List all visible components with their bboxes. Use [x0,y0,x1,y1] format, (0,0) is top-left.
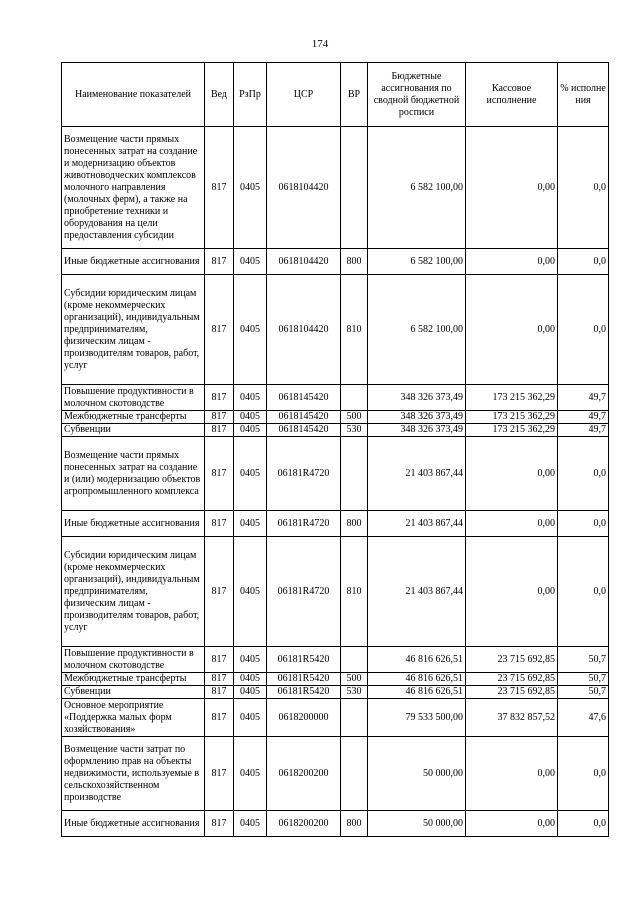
row-csr: 0618104420 [267,275,341,385]
row-cash: 0,00 [466,537,558,647]
row-budget: 21 403 867,44 [368,537,466,647]
row-ved: 817 [205,424,234,437]
row-ved: 817 [205,537,234,647]
table-row [62,424,609,437]
row-ved: 817 [205,275,234,385]
row-budget: 79 533 500,00 [368,699,466,737]
header-csr: ЦСР [267,63,341,127]
row-vr [341,385,368,411]
row-cash: 0,00 [466,511,558,537]
table-row [62,385,609,411]
row-vr: 530 [341,686,368,699]
row-cash: 173 215 362,29 [466,411,558,424]
table-row [62,275,609,385]
row-percent: 50,7 [558,647,609,673]
row-rzpr: 0405 [234,275,267,385]
row-name: Возмещение части прямых понесенных затрат на создание и (или) модернизацию объектов агропромышленного комплекса [62,437,205,511]
row-budget: 21 403 867,44 [368,437,466,511]
row-rzpr: 0405 [234,385,267,411]
row-name: Иные бюджетные ассигнования [62,511,205,537]
table-row [62,437,609,511]
row-cash: 0,00 [466,811,558,837]
row-cash: 173 215 362,29 [466,385,558,411]
row-cash: 0,00 [466,737,558,811]
row-budget: 46 816 626,51 [368,647,466,673]
row-vr: 800 [341,811,368,837]
row-rzpr: 0405 [234,437,267,511]
row-vr [341,699,368,737]
row-csr: 0618104420 [267,127,341,249]
row-budget: 6 582 100,00 [368,275,466,385]
row-percent: 50,7 [558,686,609,699]
row-budget: 348 326 373,49 [368,385,466,411]
row-percent: 49,7 [558,385,609,411]
row-cash: 23 715 692,85 [466,647,558,673]
row-csr: 0618104420 [267,249,341,275]
row-percent: 49,7 [558,411,609,424]
row-percent: 0,0 [558,127,609,249]
row-percent: 49,7 [558,424,609,437]
row-name: Повышение продуктивности в молочном скотоводстве [62,647,205,673]
row-vr [341,127,368,249]
row-csr: 06181R5420 [267,673,341,686]
row-csr: 0618200200 [267,811,341,837]
header-percent: % исполне ния [558,63,609,127]
row-ved: 817 [205,411,234,424]
table-row [62,811,609,837]
row-rzpr: 0405 [234,647,267,673]
row-cash: 0,00 [466,249,558,275]
row-name: Возмещение части затрат по оформлению прав на объекты недвижимости, используемые в сельскохозяйственном производстве [62,737,205,811]
row-cash: 0,00 [466,437,558,511]
header-name: Наименование показателей [62,63,205,127]
row-name: Межбюджетные трансферты [62,673,205,686]
row-budget: 46 816 626,51 [368,686,466,699]
page-number: 174 [311,38,329,50]
row-percent: 0,0 [558,737,609,811]
header-cash: Кассовое исполнение [466,63,558,127]
row-vr: 530 [341,424,368,437]
row-csr: 0618145420 [267,385,341,411]
row-name: Субсидии юридическим лицам (кроме некоммерческих организаций), индивидуальным предпринимателям, физическим лицам - производителям товаров, работ, услуг [62,537,205,647]
table-row [62,249,609,275]
row-cash: 23 715 692,85 [466,673,558,686]
row-vr: 810 [341,537,368,647]
row-budget: 348 326 373,49 [368,411,466,424]
row-ved: 817 [205,737,234,811]
row-rzpr: 0405 [234,511,267,537]
row-ved: 817 [205,647,234,673]
table-row [62,699,609,737]
row-ved: 817 [205,811,234,837]
row-percent: 0,0 [558,511,609,537]
row-csr: 06181R4720 [267,437,341,511]
row-budget: 46 816 626,51 [368,673,466,686]
row-budget: 50 000,00 [368,737,466,811]
row-ved: 817 [205,385,234,411]
row-cash: 0,00 [466,127,558,249]
row-name: Иные бюджетные ассигнования [62,249,205,275]
table-row [62,686,609,699]
row-name: Субсидии юридическим лицам (кроме некоммерческих организаций), индивидуальным предпринимателям, физическим лицам - производителям товаров, работ, услуг [62,275,205,385]
row-csr: 0618145420 [267,411,341,424]
row-rzpr: 0405 [234,249,267,275]
row-budget: 50 000,00 [368,811,466,837]
row-vr [341,737,368,811]
row-name: Возмещение части прямых понесенных затрат на создание и модернизацию объектов животноводческих комплексов молочного направления (молочных ферм), а также на приобретение техники и оборудования на цели предоставления субсидии [62,127,205,249]
row-budget: 21 403 867,44 [368,511,466,537]
row-rzpr: 0405 [234,537,267,647]
row-vr: 500 [341,411,368,424]
row-cash: 37 832 857,52 [466,699,558,737]
row-csr: 0618145420 [267,424,341,437]
row-csr: 06181R5420 [267,686,341,699]
row-rzpr: 0405 [234,424,267,437]
row-rzpr: 0405 [234,673,267,686]
row-percent: 0,0 [558,275,609,385]
table-row [62,737,609,811]
row-name: Субвенции [62,686,205,699]
row-cash: 173 215 362,29 [466,424,558,437]
row-ved: 817 [205,437,234,511]
row-csr: 06181R4720 [267,511,341,537]
row-name: Иные бюджетные ассигнования [62,811,205,837]
row-ved: 817 [205,249,234,275]
row-rzpr: 0405 [234,737,267,811]
row-vr: 800 [341,249,368,275]
table-header-row [62,63,609,127]
header-budget: Бюджетные ассигнования по сводной бюджетной росписи [368,63,466,127]
row-percent: 0,0 [558,811,609,837]
row-name: Субвенции [62,424,205,437]
row-rzpr: 0405 [234,411,267,424]
row-percent: 0,0 [558,249,609,275]
row-rzpr: 0405 [234,811,267,837]
header-rzpr: РзПр [234,63,267,127]
row-ved: 817 [205,673,234,686]
row-csr: 0618200200 [267,737,341,811]
row-name: Основное мероприятие «Поддержка малых форм хозяйствования» [62,699,205,737]
row-rzpr: 0405 [234,686,267,699]
row-percent: 50,7 [558,673,609,686]
row-budget: 348 326 373,49 [368,424,466,437]
row-rzpr: 0405 [234,699,267,737]
row-percent: 0,0 [558,537,609,647]
row-percent: 0,0 [558,437,609,511]
row-csr: 06181R5420 [267,647,341,673]
row-vr: 800 [341,511,368,537]
table-row [62,411,609,424]
row-name: Межбюджетные трансферты [62,411,205,424]
header-vr: ВР [341,63,368,127]
table-row [62,127,609,249]
table-row [62,673,609,686]
row-vr: 810 [341,275,368,385]
row-rzpr: 0405 [234,127,267,249]
row-csr: 0618200000 [267,699,341,737]
row-vr [341,647,368,673]
row-ved: 817 [205,699,234,737]
row-vr [341,437,368,511]
table-row [62,511,609,537]
table-row [62,647,609,673]
row-budget: 6 582 100,00 [368,127,466,249]
row-ved: 817 [205,127,234,249]
row-ved: 817 [205,511,234,537]
budget-table [61,62,609,837]
row-cash: 0,00 [466,275,558,385]
row-vr: 500 [341,673,368,686]
row-percent: 47,6 [558,699,609,737]
row-csr: 06181R4720 [267,537,341,647]
header-ved: Вед [205,63,234,127]
row-ved: 817 [205,686,234,699]
table-row [62,537,609,647]
row-name: Повышение продуктивности в молочном скотоводстве [62,385,205,411]
row-budget: 6 582 100,00 [368,249,466,275]
row-cash: 23 715 692,85 [466,686,558,699]
